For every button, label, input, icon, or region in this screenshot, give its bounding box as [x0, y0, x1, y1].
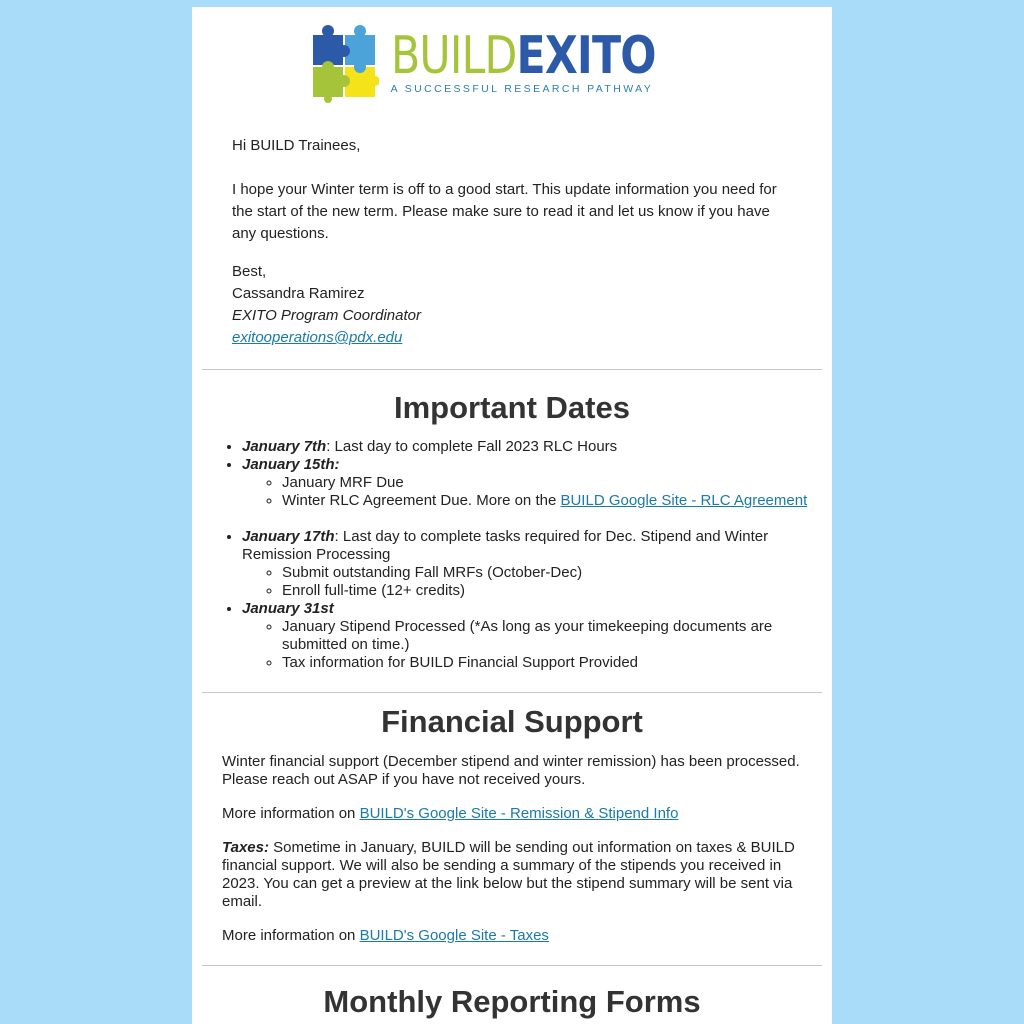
sub-item: ◦ Submit outstanding Fall MRFs (October-Dec)	[282, 564, 832, 582]
date-label: January 31st	[242, 600, 334, 617]
financial-paragraph: Winter financial support (December stipend and winter remission) has been processed. Please reach out ASAP if you have not received yours.	[222, 753, 800, 788]
date-text: : Last day to complete Fall 2023 RLC Hours	[326, 438, 618, 455]
sub-item	[282, 492, 832, 510]
intro-body: I hope your Winter term is off to a good start. This update information you need for the start of the new term. Please make sure to read it and let us know if you have any questions.	[232, 181, 777, 242]
remission-stipend-link[interactable]: BUILD's Google Site - Remission & Stipend Info	[359, 805, 679, 822]
important-dates-section	[192, 370, 832, 692]
sub-item: ◦ Enroll full-time (12+ credits)	[282, 582, 832, 600]
sub-item: ◦ Tax information for BUILD Financial Support Provided	[282, 654, 832, 672]
logo-tagline: A SUCCESSFUL RESEARCH PATHWAY	[390, 83, 654, 95]
date-label: January 15th:	[242, 456, 340, 473]
more-info-line	[222, 805, 802, 823]
sub-item: ◦ January Stipend Processed (*As long as your timekeeping documents are submitted on time.)	[282, 618, 832, 654]
taxes-link[interactable]: BUILD's Google Site - Taxes	[359, 927, 549, 944]
list-item	[242, 528, 832, 600]
intro-section	[192, 113, 832, 369]
puzzle-icon	[311, 23, 379, 103]
list-item	[242, 600, 832, 672]
dates-list	[192, 438, 832, 672]
list-item	[242, 438, 832, 456]
important-dates-title: Important Dates	[394, 390, 630, 425]
taxes-label: Taxes:	[222, 839, 269, 856]
list-item	[242, 456, 832, 528]
monthly-reporting-section	[192, 966, 832, 1020]
taxes-text: Sometime in January, BUILD will be sending out information on taxes & BUILD financial support. We will also be sending a summary of the stipends you received in 2023. You can get a preview at the link below but the stipend summary will be sent via email.	[222, 839, 795, 910]
logo-build-text: BUILD	[390, 26, 517, 86]
more-info-label: More information on	[222, 927, 360, 944]
buildexito-logo	[311, 23, 714, 103]
logo-exito-text: EXITO	[516, 26, 656, 86]
more-info-label: More information on	[222, 805, 360, 822]
date-label: January 17th	[242, 528, 335, 545]
sender-name: Cassandra Ramirez	[232, 285, 365, 302]
date-text: : Last day to complete tasks required for Dec. Stipend and Winter Remission Processing	[242, 528, 769, 563]
closing: Best,	[232, 263, 267, 280]
sub-item-text: Winter RLC Agreement Due. More on the	[282, 492, 561, 509]
financial-support-title: Financial Support	[381, 704, 643, 739]
header-logo	[192, 7, 832, 113]
sub-item: ◦ January MRF Due	[282, 474, 832, 492]
taxes-paragraph	[222, 839, 802, 911]
sender-role: EXITO Program Coordinator	[232, 307, 421, 324]
more-info-line	[222, 927, 802, 945]
date-label: January 7th	[242, 438, 327, 455]
greeting: Hi BUILD Trainees,	[232, 137, 361, 154]
monthly-reporting-title: Monthly Reporting Forms	[323, 984, 701, 1019]
rlc-agreement-link[interactable]: BUILD Google Site - RLC Agreement	[560, 492, 808, 509]
financial-support-section	[192, 693, 832, 965]
email-card	[192, 7, 832, 1024]
email-link[interactable]: exitooperations@pdx.edu	[232, 329, 403, 346]
